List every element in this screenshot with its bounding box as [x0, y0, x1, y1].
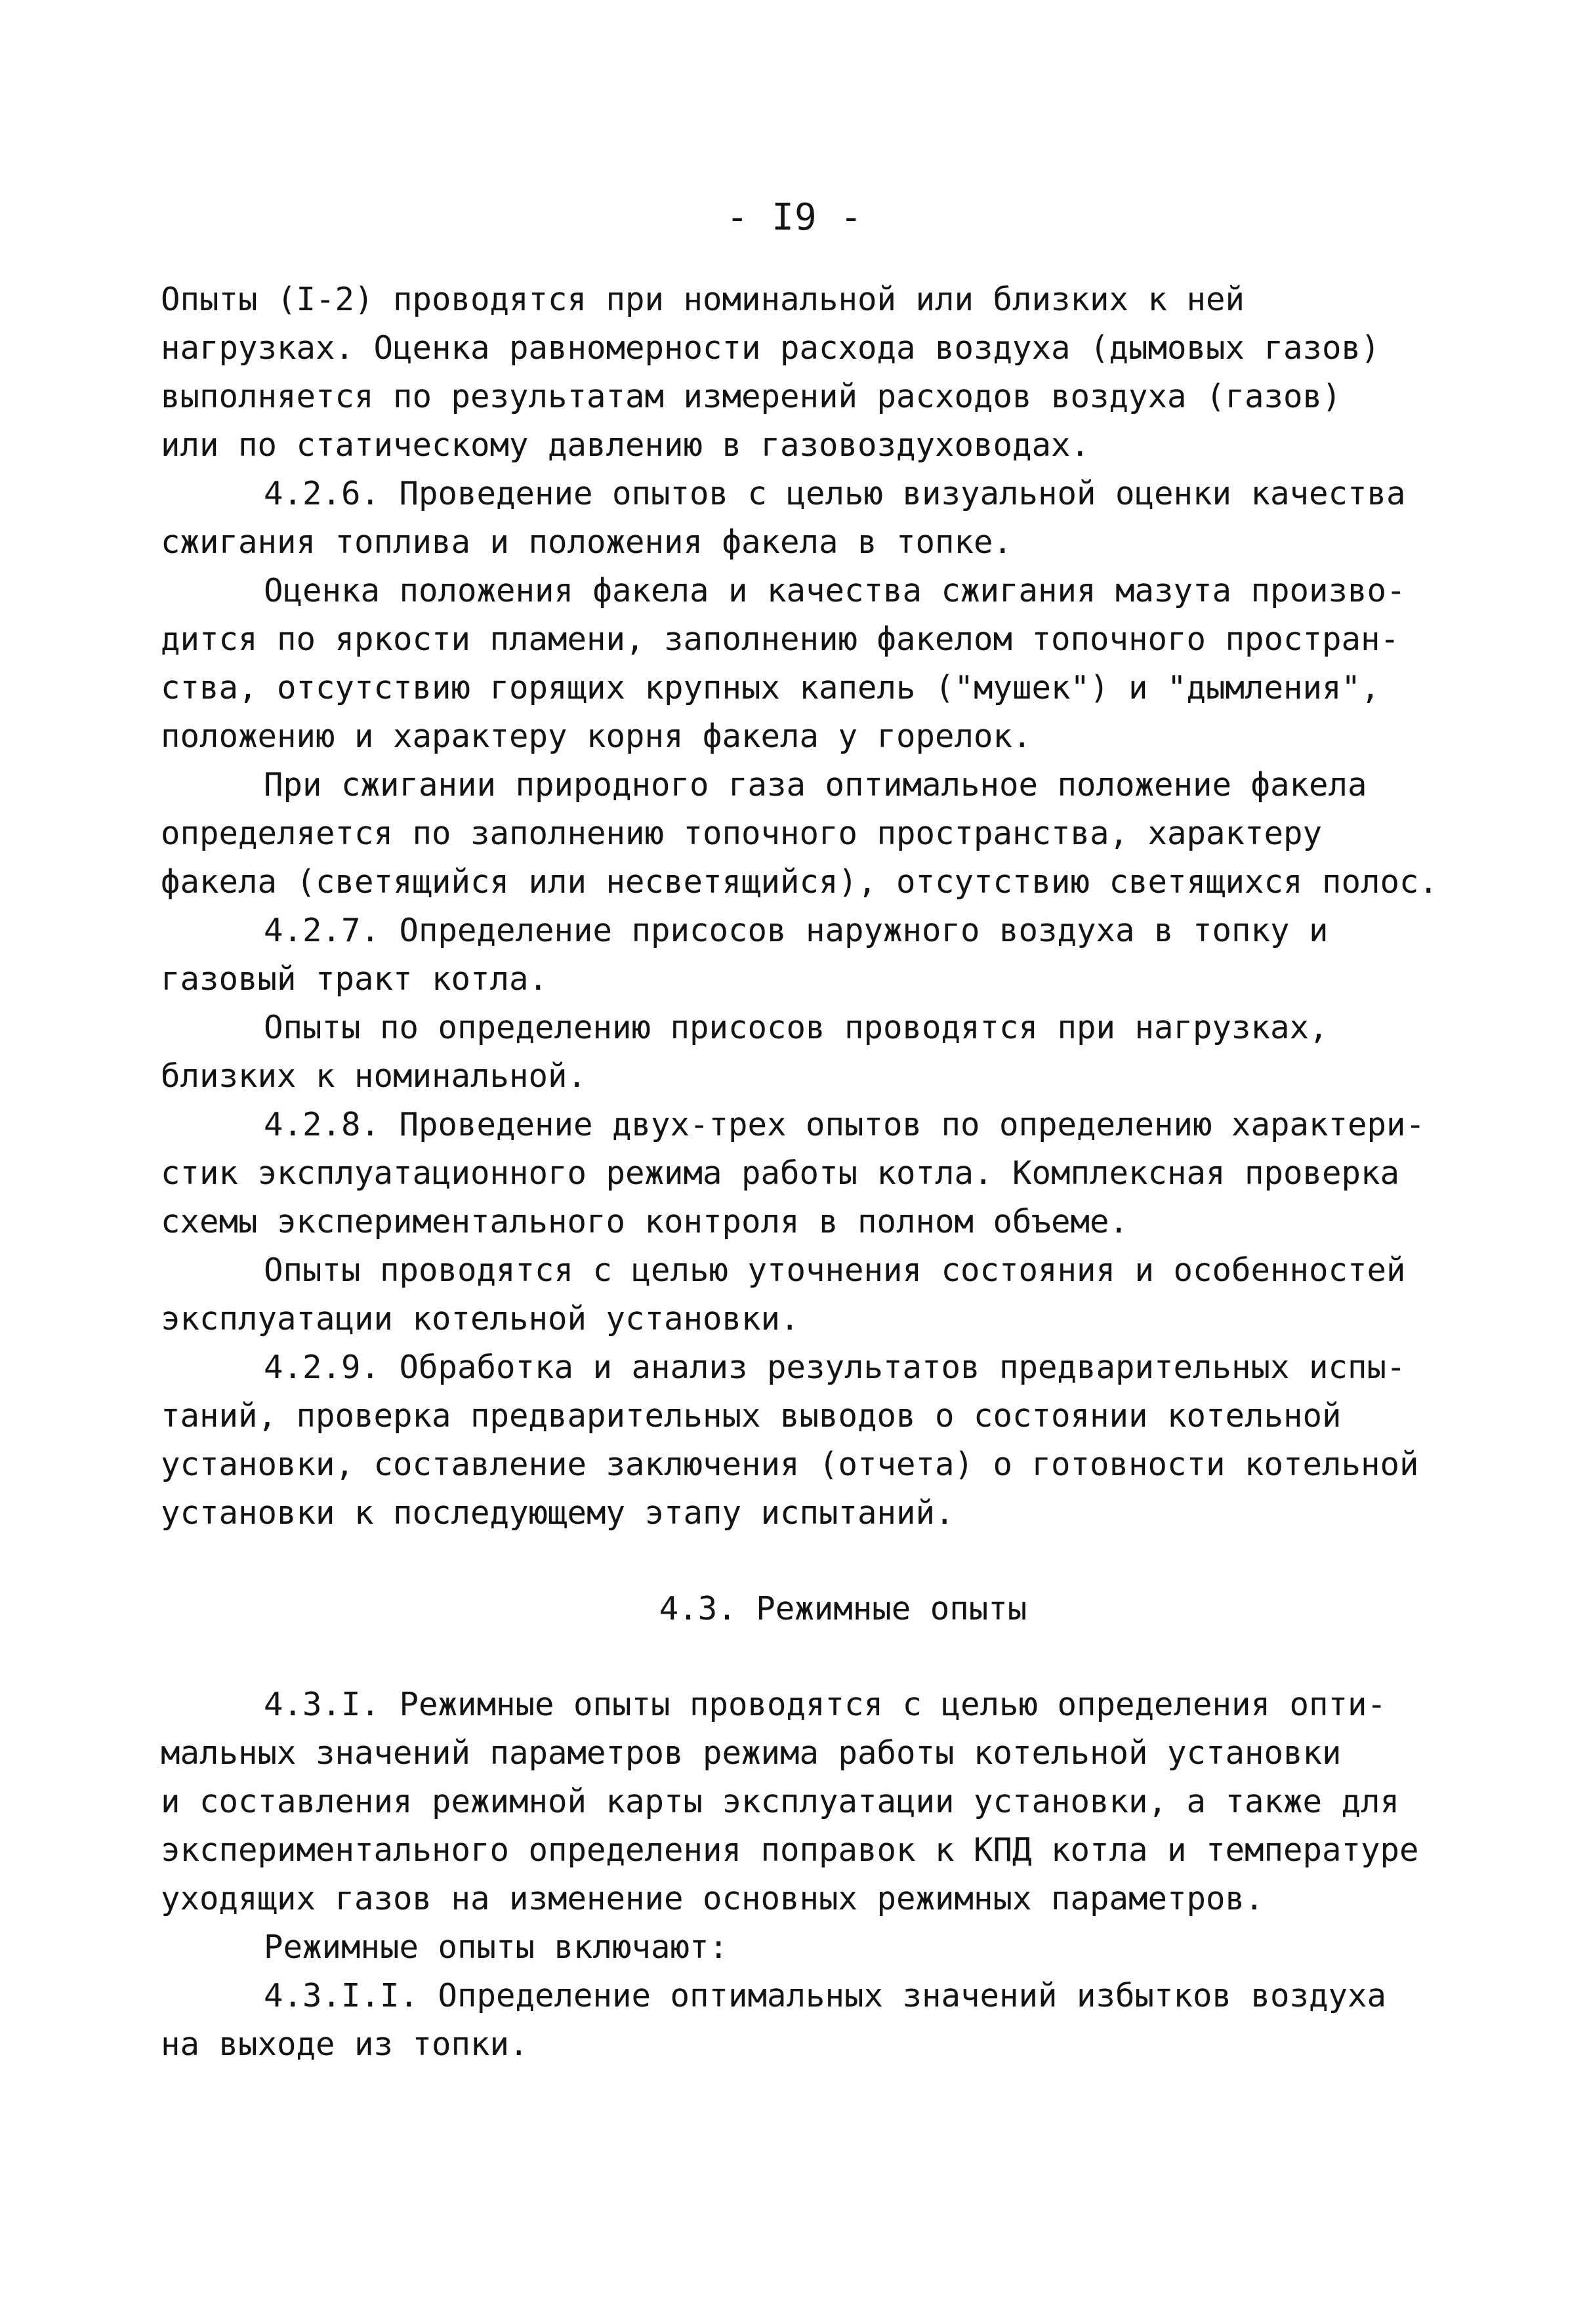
text-line: или по статическому давлению в газовоздуховодах.	[161, 426, 1090, 464]
text-line: мальных значений параметров режима работы котельной установки	[161, 1734, 1342, 1772]
paragraph-4-2-9	[161, 1343, 1486, 1538]
paragraph-4-2-7	[161, 907, 1486, 1004]
text-line: Режимные опыты включают:	[264, 1928, 729, 1966]
text-line: определяется по заполнению топочного пространства, характеру	[161, 815, 1323, 852]
text-line: стик эксплуатационного режима работы котла. Комплексная проверка	[161, 1154, 1400, 1192]
text-line: схемы экспериментального контроля в полном объеме.	[161, 1203, 1129, 1240]
text-line: положению и характеру корня факела у горелок.	[161, 718, 1032, 755]
paragraph-tests-load	[161, 275, 1486, 470]
text-line: эксплуатации котельной установки.	[161, 1300, 800, 1337]
section-heading: 4.3. Режимные опыты	[659, 1590, 1027, 1627]
paragraph-4-2-6	[161, 470, 1486, 567]
paragraph-operation-tests	[161, 1246, 1486, 1343]
text-line: 4.2.8. Проведение двух-трех опытов по определению характери-	[264, 1106, 1426, 1143]
paragraph-4-3-1-1	[161, 1972, 1486, 2069]
text-line: дится по яркости пламени, заполнению факелом топочного простран-	[161, 621, 1400, 658]
spacer	[161, 1538, 1486, 1585]
paragraph-air-leak-tests	[161, 1004, 1486, 1101]
text-line: сжигания топлива и положения факела в топке.	[161, 523, 1013, 561]
text-line: на выходе из топки.	[161, 2026, 529, 2063]
text-line: Опыты проводятся с целью уточнения состояния и особенностей	[264, 1252, 1406, 1289]
text-line: 4.3.I.I. Определение оптимальных значений избытков воздуха	[264, 1977, 1387, 2014]
text-line: 4.2.6. Проведение опытов с целью визуальной оценки качества	[264, 475, 1406, 512]
page-number: - I9 -	[726, 196, 863, 239]
text-line: Опыты по определению присосов проводятся при нагрузках,	[264, 1009, 1329, 1046]
body-text	[161, 275, 1486, 2069]
text-line: При сжигании природного газа оптимальное положение факела	[264, 766, 1367, 804]
text-line: нагрузках. Оценка равномерности расхода воздуха (дымовых газов)	[161, 329, 1380, 367]
text-line: 4.3.I. Режимные опыты проводятся с целью определения опти-	[264, 1686, 1387, 1723]
spacer	[161, 1633, 1486, 1681]
text-line: Оценка положения факела и качества сжигания мазута произво-	[264, 572, 1406, 609]
text-line: факела (светящийся или несветящийся), отсутствию светящихся полос.	[161, 863, 1439, 901]
text-line: установки, составление заключения (отчета) о готовности котельной	[161, 1446, 1419, 1483]
paragraph-4-3-1	[161, 1681, 1486, 1923]
text-line: газовый тракт котла.	[161, 960, 548, 998]
paragraph-4-2-8	[161, 1101, 1486, 1246]
text-line: и составления режимной карты эксплуатации установки, а также для	[161, 1783, 1400, 1820]
paragraph-gas-combustion	[161, 761, 1486, 907]
paragraph-flame-assessment	[161, 567, 1486, 761]
text-line: 4.2.9. Обработка и анализ результатов предварительных испы-	[264, 1349, 1406, 1386]
text-line: выполняется по результатам измерений расходов воздуха (газов)	[161, 378, 1342, 415]
text-line: ства, отсутствию горящих крупных капель ("мушек") и "дымления",	[161, 669, 1380, 706]
text-line: экспериментального определения поправок к КПД котла и температуре	[161, 1831, 1419, 1869]
text-line: установки к последующему этапу испытаний.	[161, 1494, 955, 1532]
text-line: таний, проверка предварительных выводов о состоянии котельной	[161, 1397, 1342, 1435]
text-line: уходящих газов на изменение основных режимных параметров.	[161, 1880, 1264, 1917]
text-line: 4.2.7. Определение присосов наружного воздуха в топку и	[264, 912, 1329, 949]
paragraph-mode-tests-include	[161, 1923, 1486, 1972]
text-line: близких к номинальной.	[161, 1057, 587, 1095]
text-line: Опыты (I-2) проводятся при номинальной или близких к ней	[161, 281, 1245, 318]
